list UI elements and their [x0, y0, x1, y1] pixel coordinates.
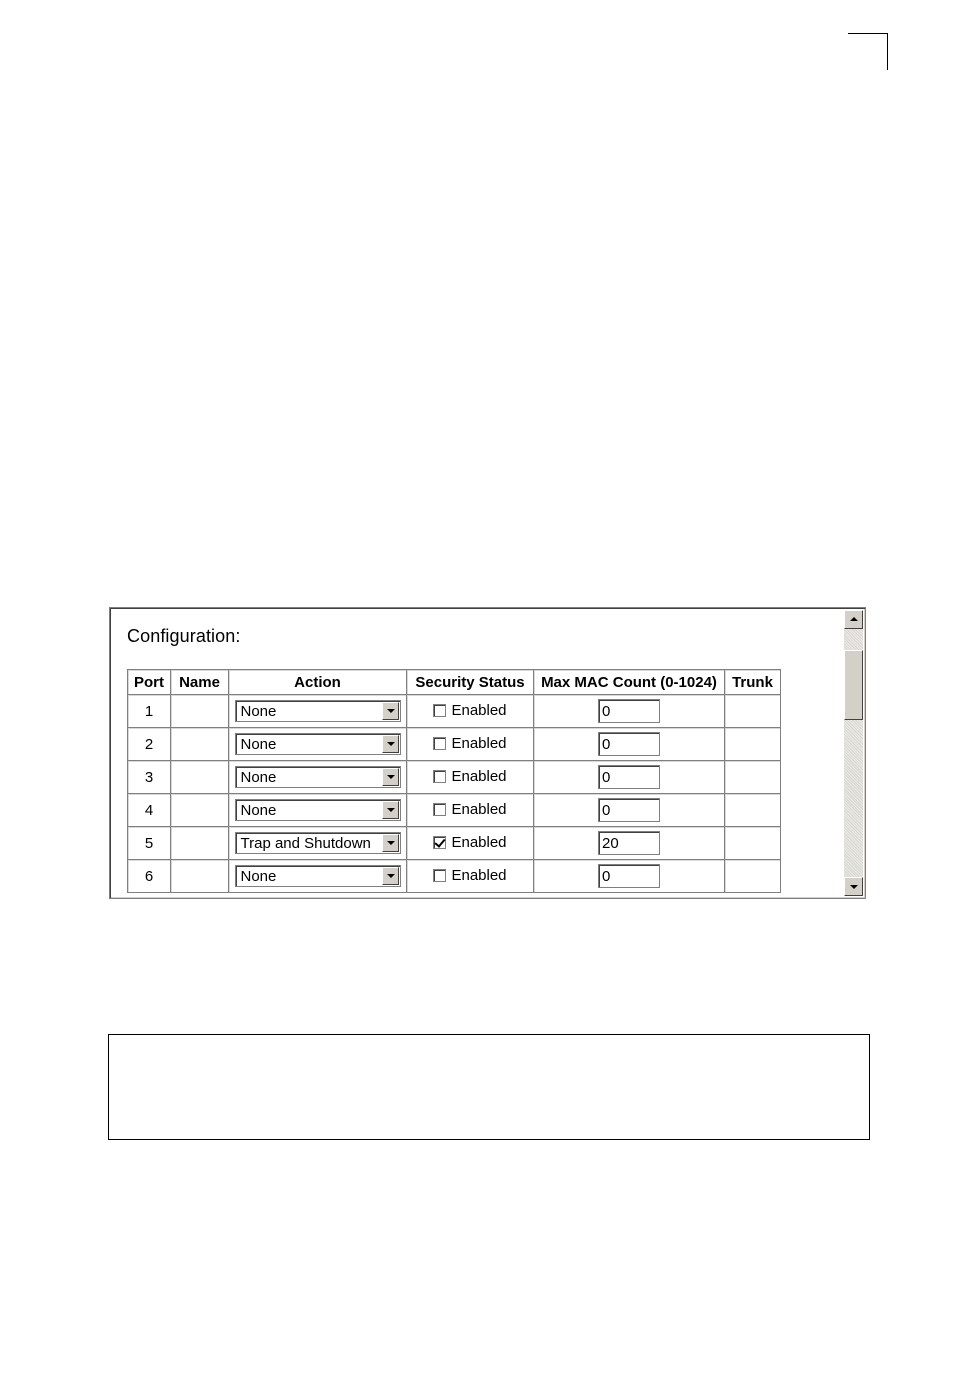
port-cell: 4 [128, 794, 171, 827]
security-enabled-checkbox[interactable] [433, 803, 446, 816]
security-status-cell [407, 794, 534, 827]
trunk-cell [725, 860, 781, 893]
action-select[interactable] [235, 700, 401, 722]
port-security-table [127, 669, 781, 893]
action-selected-value: None [240, 802, 277, 819]
port-cell: 3 [128, 761, 171, 794]
crop-mark-horizontal [848, 33, 888, 34]
security-enabled-checkbox[interactable] [433, 770, 446, 783]
max-mac-count-input[interactable]: 0 [598, 699, 660, 723]
header-port: Port [128, 670, 171, 695]
security-status-cell [407, 695, 534, 728]
vertical-scrollbar[interactable] [844, 610, 863, 896]
crop-mark-vertical [887, 33, 888, 70]
security-status-cell [407, 860, 534, 893]
security-status-toggle[interactable] [433, 834, 506, 851]
action-select[interactable] [235, 832, 401, 854]
max-mac-cell [534, 794, 725, 827]
trunk-cell [725, 827, 781, 860]
security-enabled-checkbox[interactable] [433, 704, 446, 717]
action-cell [229, 827, 407, 860]
action-cell [229, 860, 407, 893]
header-max-mac-count: Max MAC Count (0-1024) [534, 670, 725, 695]
chevron-down-icon[interactable] [382, 702, 399, 720]
action-select[interactable] [235, 733, 401, 755]
max-mac-count-input[interactable]: 0 [598, 732, 660, 756]
table-row [128, 761, 781, 794]
table-row [128, 794, 781, 827]
action-cell [229, 728, 407, 761]
security-enabled-label: Enabled [451, 701, 507, 719]
name-cell [171, 794, 229, 827]
max-mac-cell [534, 728, 725, 761]
security-enabled-checkbox[interactable] [433, 869, 446, 882]
max-mac-cell [534, 761, 725, 794]
security-enabled-checkbox[interactable] [433, 737, 446, 750]
action-selected-value: None [240, 769, 277, 786]
max-mac-count-input[interactable]: 0 [598, 798, 660, 822]
name-cell [171, 761, 229, 794]
security-status-cell [407, 761, 534, 794]
action-cell [229, 695, 407, 728]
header-name: Name [171, 670, 229, 695]
security-enabled-checkbox[interactable] [433, 836, 446, 849]
table-row [128, 695, 781, 728]
name-cell [171, 695, 229, 728]
chevron-down-icon[interactable] [382, 768, 399, 786]
header-security-status: Security Status [407, 670, 534, 695]
security-enabled-label: Enabled [451, 866, 507, 884]
chevron-down-icon[interactable] [382, 801, 399, 819]
arrow-up-icon[interactable] [844, 610, 863, 629]
name-cell [171, 860, 229, 893]
scrollbar-thumb[interactable] [844, 650, 863, 720]
security-status-toggle[interactable] [433, 735, 506, 752]
action-select[interactable] [235, 766, 401, 788]
table-row [128, 827, 781, 860]
action-selected-value: Trap and Shutdown [240, 835, 371, 852]
trunk-cell [725, 695, 781, 728]
action-select[interactable] [235, 799, 401, 821]
action-cell [229, 761, 407, 794]
security-status-toggle[interactable] [433, 867, 506, 884]
security-enabled-label: Enabled [451, 767, 507, 785]
trunk-cell [725, 728, 781, 761]
security-status-cell [407, 728, 534, 761]
max-mac-cell [534, 860, 725, 893]
action-selected-value: None [240, 736, 277, 753]
action-cell [229, 794, 407, 827]
name-cell [171, 728, 229, 761]
table-row [128, 860, 781, 893]
action-selected-value: None [240, 868, 277, 885]
security-enabled-label: Enabled [451, 734, 507, 752]
port-cell: 5 [128, 827, 171, 860]
security-status-toggle[interactable] [433, 801, 506, 818]
security-enabled-label: Enabled [451, 833, 507, 851]
arrow-down-icon[interactable] [844, 877, 863, 896]
security-status-toggle[interactable] [433, 768, 506, 785]
trunk-cell [725, 794, 781, 827]
configuration-title: Configuration: [127, 626, 241, 646]
action-selected-value: None [240, 703, 277, 720]
name-cell [171, 827, 229, 860]
security-enabled-label: Enabled [451, 800, 507, 818]
max-mac-count-input[interactable]: 0 [598, 864, 660, 888]
port-security-window [109, 607, 866, 899]
security-status-toggle[interactable] [433, 702, 506, 719]
port-cell: 1 [128, 695, 171, 728]
max-mac-count-input[interactable]: 20 [598, 831, 660, 855]
trunk-cell [725, 761, 781, 794]
max-mac-count-input[interactable]: 0 [598, 765, 660, 789]
chevron-down-icon[interactable] [382, 834, 399, 852]
table-header-row [128, 670, 781, 695]
action-select[interactable] [235, 865, 401, 887]
scroll-content [112, 610, 844, 896]
header-action: Action [229, 670, 407, 695]
max-mac-cell [534, 827, 725, 860]
chevron-down-icon[interactable] [382, 867, 399, 885]
port-cell: 6 [128, 860, 171, 893]
security-status-cell [407, 827, 534, 860]
empty-note-box [108, 1034, 870, 1140]
chevron-down-icon[interactable] [382, 735, 399, 753]
max-mac-cell [534, 695, 725, 728]
port-cell: 2 [128, 728, 171, 761]
table-row [128, 728, 781, 761]
header-trunk: Trunk [725, 670, 781, 695]
